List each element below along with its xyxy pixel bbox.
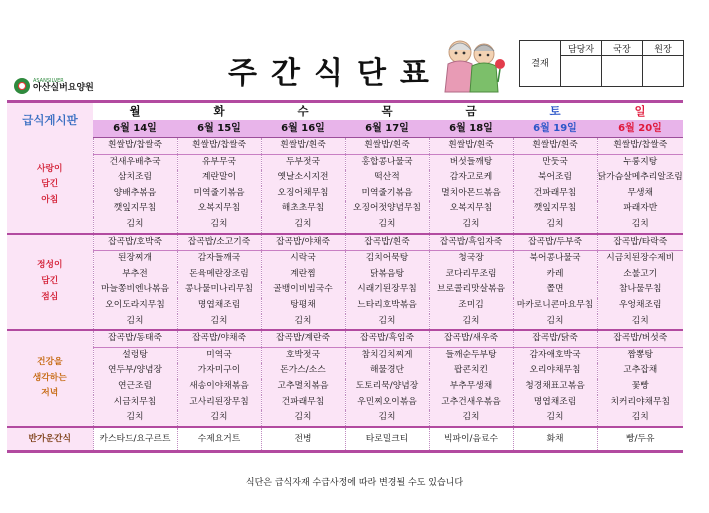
day-header: 금: [429, 102, 513, 121]
menu-item: 시락국: [261, 251, 345, 267]
menu-item: 북어콩나물국: [513, 251, 597, 267]
lunch-row: [7, 298, 683, 314]
date-header: 6월 19일: [513, 120, 597, 138]
menu-item: 가자미구이: [177, 363, 261, 379]
approval-role: 원장: [643, 41, 684, 56]
weekly-menu-table: [7, 100, 683, 453]
menu-item: 우민찌오이볶음: [345, 395, 429, 411]
menu-item: 깻잎지무침: [93, 201, 177, 217]
elderly-couple-illustration: [438, 36, 508, 96]
breakfast-row: [7, 170, 683, 186]
menu-item: 치커리야채무침: [597, 395, 683, 411]
menu-item: 돈가스/소스: [261, 363, 345, 379]
menu-item: 된장찌개: [93, 251, 177, 267]
menu-item: 김치: [177, 410, 261, 427]
menu-item: 오리야채무침: [513, 363, 597, 379]
menu-item: 오이도라지무침: [93, 298, 177, 314]
date-header: 6월 20일: [597, 120, 683, 138]
menu-item: 계란말이: [177, 170, 261, 186]
breakfast-label: 사랑이 담긴 아침: [7, 138, 93, 234]
date-header: 6월 16일: [261, 120, 345, 138]
snack-item: 빵/두유: [597, 427, 683, 452]
menu-item: 흰쌀밥/흰죽: [261, 138, 345, 155]
menu-item: 쫄면: [513, 282, 597, 298]
menu-item: 김치: [345, 410, 429, 427]
approval-signature-cell[interactable]: [561, 56, 602, 87]
menu-item: 건파래무침: [513, 186, 597, 202]
menu-item: 김치: [597, 217, 683, 234]
breakfast-row: [7, 186, 683, 202]
approval-header-text: 결재: [531, 58, 549, 69]
dinner-row: [7, 363, 683, 379]
menu-item: 카레: [513, 267, 597, 283]
day-header: 일: [597, 102, 683, 121]
menu-item: 김치: [429, 217, 513, 234]
approval-role: 담당자: [561, 41, 602, 56]
menu-item: 들깨순두부탕: [429, 347, 513, 363]
menu-item: 연근조림: [93, 379, 177, 395]
menu-item: 김치: [93, 314, 177, 331]
menu-item: 설렁탕: [93, 347, 177, 363]
menu-item: 탕평채: [261, 298, 345, 314]
menu-item: 김치: [513, 314, 597, 331]
menu-item: 김치: [177, 217, 261, 234]
menu-item: 잡곡밥/야채죽: [177, 330, 261, 347]
dinner-row: [7, 379, 683, 395]
menu-item: 버섯들깨탕: [429, 154, 513, 170]
menu-item: 홍합콩나물국: [345, 154, 429, 170]
menu-item: 꽃빵: [597, 379, 683, 395]
dinner-row: [7, 410, 683, 427]
menu-item: 오징어젓양념무침: [345, 201, 429, 217]
day-header: 월: [93, 102, 177, 121]
menu-item: 코다리무조림: [429, 267, 513, 283]
menu-item: 삼치조림: [93, 170, 177, 186]
menu-item: 김치: [93, 217, 177, 234]
menu-item: 시금치된장수제비: [597, 251, 683, 267]
menu-item: 김치: [597, 410, 683, 427]
menu-item: 두부젓국: [261, 154, 345, 170]
menu-item: 고추잡채: [597, 363, 683, 379]
page-title: 주간식단표: [228, 56, 443, 91]
day-header: 화: [177, 102, 261, 121]
menu-item: 오징어채무침: [261, 186, 345, 202]
menu-item: 흰쌀밥/흰죽: [345, 138, 429, 155]
lunch-label: 정성이 담긴 점심: [7, 234, 93, 331]
snack-label: 반가운간식: [7, 427, 93, 452]
menu-item: 돈육메란장조림: [177, 267, 261, 283]
menu-item: 호박젓국: [261, 347, 345, 363]
menu-item: 연두부/양념장: [93, 363, 177, 379]
menu-item: 잡곡밥/닭죽: [513, 330, 597, 347]
menu-item: 마카로니콘마요무침: [513, 298, 597, 314]
lunch-row: [7, 234, 683, 251]
menu-item: 흰쌀밥/찹쌀죽: [177, 138, 261, 155]
menu-item: 참치김치찌게: [345, 347, 429, 363]
menu-item: 김치: [177, 314, 261, 331]
menu-item: 김치: [429, 410, 513, 427]
menu-item: 건새우배추국: [93, 154, 177, 170]
snack-item: 타로밀크티: [345, 427, 429, 452]
menu-item: 양배추볶음: [93, 186, 177, 202]
menu-item: 김치어묵탕: [345, 251, 429, 267]
menu-item: 새송이야채볶음: [177, 379, 261, 395]
lunch-row: [7, 314, 683, 331]
menu-item: 흰쌀밥/찹쌀죽: [93, 138, 177, 155]
date-header: 6월 17일: [345, 120, 429, 138]
menu-item: 소불고기: [597, 267, 683, 283]
day-header: 수: [261, 102, 345, 121]
menu-item: 시금치무침: [93, 395, 177, 411]
menu-item: 무생채: [597, 186, 683, 202]
approval-header: [520, 41, 561, 87]
approval-signature-cell[interactable]: [643, 56, 684, 87]
menu-item: 부추전: [93, 267, 177, 283]
menu-item: 잡곡밥/호박죽: [93, 234, 177, 251]
menu-item: 고사리된장무침: [177, 395, 261, 411]
snack-row: [7, 427, 683, 452]
approval-signature-cell[interactable]: [602, 56, 643, 87]
menu-item: 김치: [513, 217, 597, 234]
menu-item: 흰쌀밥/흰죽: [513, 138, 597, 155]
menu-item: 잡곡밥/동태죽: [93, 330, 177, 347]
date-header: 6월 14일: [93, 120, 177, 138]
facility-logo: [14, 78, 94, 94]
menu-item: 감자애호박국: [513, 347, 597, 363]
menu-item: 해초초무침: [261, 201, 345, 217]
menu-item: 누룽지탕: [597, 154, 683, 170]
dinner-row: [7, 347, 683, 363]
menu-item: 마늘쫑비엔나볶음: [93, 282, 177, 298]
breakfast-row: [7, 154, 683, 170]
menu-item: 파래자반: [597, 201, 683, 217]
menu-item: 닭가슴살메추리알조림: [597, 170, 683, 186]
menu-item: 조미김: [429, 298, 513, 314]
menu-item: 김치: [597, 314, 683, 331]
menu-item: 김치: [429, 314, 513, 331]
menu-item: 김치: [261, 314, 345, 331]
menu-item: 감자들깨국: [177, 251, 261, 267]
menu-item: 짬뽕탕: [597, 347, 683, 363]
menu-item: 김치: [345, 217, 429, 234]
footer-note: 식단은 급식자재 수급사정에 따라 변경될 수도 있습니다: [245, 478, 464, 488]
menu-item: 오복지무침: [177, 201, 261, 217]
lunch-row: [7, 267, 683, 283]
menu-item: 청경채표고볶음: [513, 379, 597, 395]
menu-item: 떡산적: [345, 170, 429, 186]
menu-item: 북어조림: [513, 170, 597, 186]
menu-item: 잡곡밥/소고기죽: [177, 234, 261, 251]
approval-role: 국장: [602, 41, 643, 56]
menu-item: 오복지무침: [429, 201, 513, 217]
lunch-row: [7, 251, 683, 267]
menu-item: 잡곡밥/타락죽: [597, 234, 683, 251]
menu-item: 해물경단: [345, 363, 429, 379]
menu-item: 잡곡밥/두부죽: [513, 234, 597, 251]
lunch-row: [7, 282, 683, 298]
dinner-row: [7, 330, 683, 347]
menu-item: 참나물무침: [597, 282, 683, 298]
menu-item: 고추멸치볶음: [261, 379, 345, 395]
menu-item: 잡곡밥/흑임죽: [345, 330, 429, 347]
menu-item: 김치: [513, 410, 597, 427]
date-header: 6월 18일: [429, 120, 513, 138]
snack-item: 빅파이/음료수: [429, 427, 513, 452]
menu-item: 김치: [93, 410, 177, 427]
logo-name: 아산실버요양원: [33, 83, 94, 93]
snack-item: 전병: [261, 427, 345, 452]
breakfast-row: [7, 217, 683, 234]
menu-item: 브로콜리맛살볶음: [429, 282, 513, 298]
dinner-label: 건강을 생각하는 저녁: [7, 330, 93, 427]
menu-item: 계란찜: [261, 267, 345, 283]
menu-item: 느타리호박볶음: [345, 298, 429, 314]
logo-subtitle: ASANSILVER: [33, 78, 64, 84]
menu-item: 흰쌀밥/찹쌀죽: [597, 138, 683, 155]
menu-item: 미역줄기볶음: [345, 186, 429, 202]
menu-item: 깻잎지무침: [513, 201, 597, 217]
menu-item: 미역줄기볶음: [177, 186, 261, 202]
menu-item: 시래기된장무침: [345, 282, 429, 298]
menu-item: 잡곡밥/야채죽: [261, 234, 345, 251]
snack-item: 수제요거트: [177, 427, 261, 452]
corner-label: 급식게시판: [7, 102, 93, 138]
menu-item: 옛날소시지전: [261, 170, 345, 186]
day-header: 목: [345, 102, 429, 121]
menu-item: 닭볶음탕: [345, 267, 429, 283]
dinner-row: [7, 395, 683, 411]
menu-item: 고추건새우볶음: [429, 395, 513, 411]
menu-item: 골뱅이비빔국수: [261, 282, 345, 298]
day-header: 토: [513, 102, 597, 121]
menu-item: 감자고로케: [429, 170, 513, 186]
menu-item: 흰쌀밥/흰죽: [429, 138, 513, 155]
menu-item: 건파래무침: [261, 395, 345, 411]
menu-item: 미역국: [177, 347, 261, 363]
menu-item: 잡곡밥/흰죽: [345, 234, 429, 251]
menu-item: 청국장: [429, 251, 513, 267]
menu-item: 명엽채조림: [177, 298, 261, 314]
menu-item: 잡곡밥/새우죽: [429, 330, 513, 347]
breakfast-row: [7, 138, 683, 155]
menu-item: 도토리묵/양념장: [345, 379, 429, 395]
menu-item: 팝콘치킨: [429, 363, 513, 379]
menu-item: 부추무생채: [429, 379, 513, 395]
menu-item: 김치: [261, 217, 345, 234]
menu-item: 우엉채조림: [597, 298, 683, 314]
menu-item: 유부무국: [177, 154, 261, 170]
snack-item: 화채: [513, 427, 597, 452]
menu-item: 김치: [261, 410, 345, 427]
menu-item: 만둣국: [513, 154, 597, 170]
breakfast-row: [7, 201, 683, 217]
menu-item: 잡곡밥/버섯죽: [597, 330, 683, 347]
menu-item: 잡곡밥/흑임자죽: [429, 234, 513, 251]
menu-item: 콩나물미나리무침: [177, 282, 261, 298]
menu-item: 명엽채조림: [513, 395, 597, 411]
menu-item: 멸치아몬드볶음: [429, 186, 513, 202]
snack-item: 카스타드/요구르트: [93, 427, 177, 452]
logo-mark: [14, 78, 30, 94]
approval-box: [519, 40, 684, 87]
menu-item: 잡곡밥/계란죽: [261, 330, 345, 347]
date-header: 6월 15일: [177, 120, 261, 138]
menu-item: 김치: [345, 314, 429, 331]
